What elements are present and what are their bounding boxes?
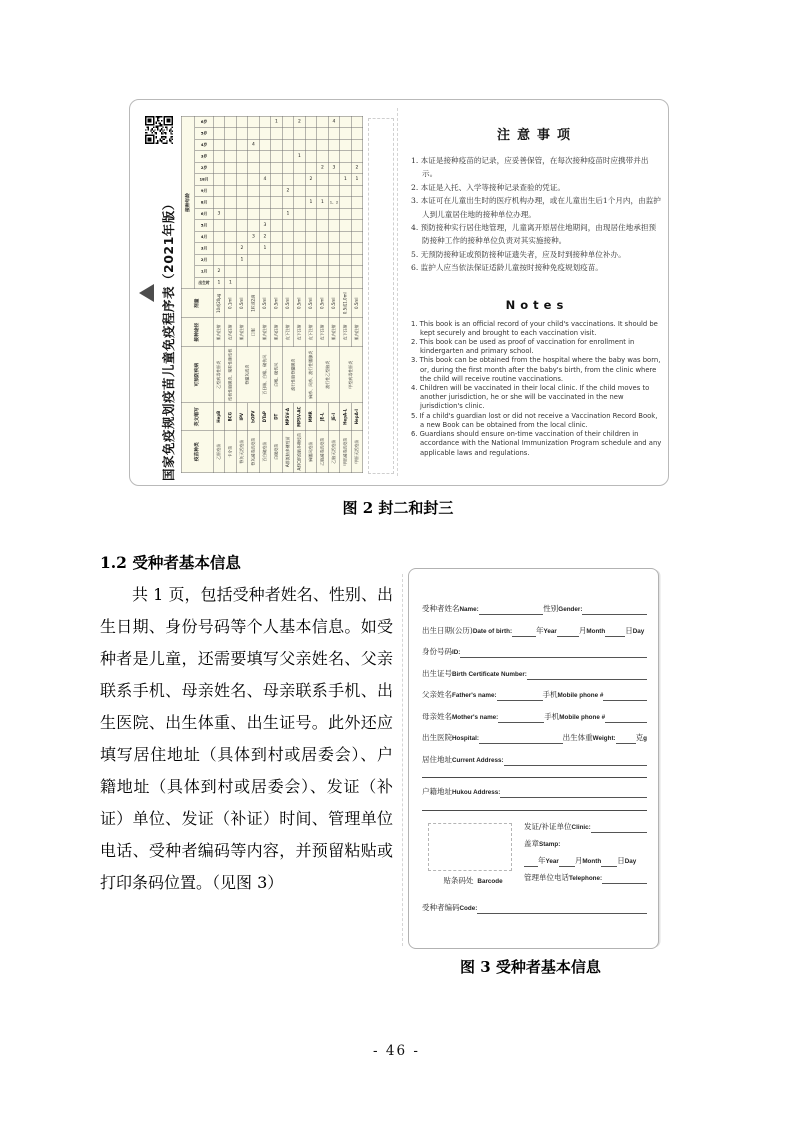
blank-line (477, 904, 647, 914)
form-row (422, 670, 647, 680)
list-item: 2. This book can be used as proof of vaccination for enrollment in kindergarten and primary school. (411, 338, 635, 356)
blank-line (479, 605, 544, 615)
schedule-row: 麻腮风疫苗 MMR 麻疹、风疹、流行性腮腺炎 皮下注射 0.5ml 1 2 (305, 116, 317, 473)
blank-dashed-strip (368, 118, 394, 474)
schedule-row: 甲肝减毒活疫苗 HepA-L 甲型病毒性肝炎 皮下注射 0.5或1.0ml 1 (340, 116, 352, 473)
blank-line (601, 857, 617, 867)
figure3-gutter-line (402, 574, 403, 946)
form-row (422, 734, 647, 744)
blank-line (591, 823, 647, 833)
fold-marker-icon (139, 284, 154, 302)
form-row (524, 874, 647, 884)
form-label: 日Day (625, 625, 645, 635)
notice-list-cn (411, 154, 663, 275)
barcode-area (422, 821, 524, 891)
schedule-row: 脊灰灭活疫苗 IPV 脊髓灰质炎 肌内注射 0.5ml 1 2 (236, 116, 248, 473)
figure2-caption: 图 2 封二和封三 (342, 499, 454, 517)
form-label: 管理单位电话Telephone: (524, 872, 603, 882)
blank-line (605, 627, 625, 637)
form-label: 户籍地址Hukou Address: (422, 787, 501, 796)
form-label: 性别Gender: (543, 604, 583, 613)
schedule-row: 白破疫苗 DT 白喉、破伤风 肌内注射 0.5ml 1 (271, 116, 283, 473)
barcode-clinic-block (422, 821, 647, 891)
form-rule (422, 810, 647, 811)
schedule-row: 脊灰减毒活疫苗 bOPV 口服 1粒或2滴 3 4 (248, 116, 260, 473)
form-row (422, 605, 647, 615)
schedule-row: A群流脑多糖疫苗 MPSV-A 流行性脑脊髓膜炎 皮下注射 0.5ml 1 2 (282, 116, 294, 473)
notice-page (411, 124, 663, 458)
list-item: 6. Guardians should ensure on-time vaccination of their children in accordance with the National Immunization Program schedule and any applicable laws and regulations. (411, 430, 662, 457)
form-label: 手机Mobile phone # (544, 711, 606, 721)
form-label: 母亲姓名Mother's name: (422, 711, 499, 721)
form-label: 盖章Stamp: (524, 838, 561, 848)
form-label: 父亲姓名Father's name: (422, 690, 497, 699)
form-rule (422, 777, 647, 778)
blank-line (605, 713, 647, 723)
blank-line (497, 691, 543, 701)
list-item: 3. This book can be obtained from the hospital where the baby was born, or, during the first month after the baby's birth, from the clinic where the child will receive routine vaccinations. (411, 356, 661, 383)
page-number: - 46 - (373, 1043, 420, 1059)
blank-line (557, 627, 579, 637)
qr-code-icon (145, 116, 173, 144)
list-item: 1. 本证是接种疫苗的记录，应妥善保管，在每次接种疫苗时应携带并出示。 (411, 156, 649, 179)
form-row (422, 756, 647, 766)
form-label: 身份号码ID: (422, 647, 461, 656)
list-item: 4. 预防接种实行居住地管理，儿童离开原居住地期间，由现居住地承担预防接种工作的接种单位负责对其实施接种。 (411, 223, 657, 246)
form-label: 日Day (617, 855, 637, 865)
form-label: 受种者编码Code: (422, 902, 478, 912)
notes-title: Notes (505, 297, 569, 312)
blank-line (616, 734, 636, 744)
form-label: 年Year (538, 855, 559, 865)
list-item: 5. 无预防接种证或预防接种证遗失者，应及时到接种单位补办。 (411, 249, 626, 259)
barcode-caption (422, 875, 524, 886)
form-row (422, 648, 647, 658)
immunization-schedule-table-wrap (181, 117, 357, 473)
barcode-box (428, 823, 512, 871)
figure-3 (408, 568, 659, 949)
blank-line (512, 627, 536, 637)
notice-title: 注意事项 (496, 128, 577, 143)
form-label: 月Month (574, 855, 602, 865)
page-fold-divider (397, 108, 398, 476)
blank-line (504, 756, 647, 766)
form-label: 出生体重Weight: (562, 733, 616, 742)
form-label: 居住地址Current Address: (422, 754, 504, 764)
notes-list-en (411, 320, 663, 458)
blank-line (498, 713, 544, 723)
form-row (422, 627, 647, 637)
form-label: 出生医院Hospital: (422, 733, 479, 742)
body-paragraph: 共 1 页，包括受种者姓名、性别、出生日期、身份号码等个人基本信息。如受种者是儿童，还需要填写父亲姓名、父亲联系手机、母亲姓名、母亲联系手机、出生医院、出生体重、出生证号。此外还应填写居住地址（具体到村或居委会）、户籍地址（具体到村或居委会）、发证（补证）单位、发证（补证）时间、管理单位电话、受种者编码等内容，并预留粘贴或打印条码位置。（见图 3） (100, 585, 393, 892)
blank-line (603, 691, 647, 701)
blank-line (500, 788, 647, 798)
section-heading: 1.2 受种者基本信息 (100, 553, 241, 572)
form-label: 月Month (578, 625, 606, 635)
recipient-form (422, 605, 647, 925)
schedule-table: 疫苗种类 英文缩写 可预防疾病 接种途径 剂量 接种年龄 出生时 1月 2月 3月 4月 5月 6月 8月 9月 18月 2岁 3岁 4岁 5岁 6岁 乙肝疫苗 HepB 乙型病毒性肝炎 肌内注射 10或20μg 1 2 3 卡介苗 BCG 结核性脑膜炎、粟粒性肺结核 皮内注射 0.1ml 1 脊灰灭活疫苗 IPV 脊髓灰质炎 肌内注射 0.5ml 1 2 脊灰减毒活疫苗 bOPV 口服 1粒或2滴 3 4 百白破疫苗 DTaP 百日咳、白喉、破伤风 肌内注射 0.5ml 1 2 3 4 白破疫苗 DT 白喉、破伤风 肌内注射 0.5ml 1 A群流脑多糖疫苗 MPSV-A 流行性脑脊髓膜炎 皮下注射 0.5ml 1 2 A群C群流脑多糖疫苗 MPSV-AC 皮下注射 0.5ml 1 2 麻腮风疫苗 MMR 麻疹、风疹、流行性腮腺炎 皮下注射 0.5ml 1 2 乙脑减毒活疫苗 JE-L 流行性乙型脑炎 皮下注射 0.5ml 1 2 乙脑灭活疫苗 JE-I 肌内注射 0.5ml 1、2 3 4 甲肝减毒活疫苗 HepA-L 甲型病毒性肝炎 皮下注射 0.5或1.0ml 1 甲肝灭活疫苗 HepA-I 肌内注射 0.5ml 1 2 (181, 116, 363, 473)
barcode-caption-en: Barcode (477, 877, 503, 885)
list-item: 5. If a child's guardian lost or did not receive a Vaccination Record Book, a new Book can be obtained from the local clinic. (411, 411, 658, 429)
form-row (422, 904, 647, 914)
schedule-row: 卡介苗 BCG 结核性脑膜炎、粟粒性肺结核 皮内注射 0.1ml 1 (225, 116, 237, 473)
form-label: 克g (635, 733, 647, 742)
blank-line (582, 605, 647, 615)
schedule-row: 乙脑灭活疫苗 JE-I 肌内注射 0.5ml 1、2 3 4 (328, 116, 340, 473)
schedule-row: A群C群流脑多糖疫苗 MPSV-AC 皮下注射 0.5ml 1 2 (294, 116, 306, 473)
schedule-row: 乙脑减毒活疫苗 JE-L 流行性乙型脑炎 皮下注射 0.5ml 1 2 (317, 116, 329, 473)
blank-line (602, 874, 647, 884)
schedule-row: 乙肝疫苗 HepB 乙型病毒性肝炎 肌内注射 10或20μg 1 2 3 (213, 116, 225, 473)
list-item: 3. 本证可在儿童出生时的医疗机构办理，或在儿童出生后1个月内，由监护人到儿童居住地的接种单位办理。 (411, 196, 661, 219)
form-row (422, 713, 647, 723)
barcode-caption-cn: 贴条码处 (443, 875, 474, 885)
schedule-row: 甲肝灭活疫苗 HepA-I 肌内注射 0.5ml 1 2 (351, 116, 363, 473)
schedule-row: 百白破疫苗 DTaP 百日咳、白喉、破伤风 肌内注射 0.5ml 1 2 3 4 (259, 116, 271, 473)
figure-2 (129, 99, 669, 486)
form-rows-top (422, 605, 647, 811)
form-rows-bottom (422, 904, 647, 914)
form-label: 发证/补证单位Clinic: (524, 821, 591, 831)
figure3-caption: 图 3 受种者基本信息 (460, 958, 601, 976)
list-item: 6. 监护人应当依法保证适龄儿童按时接种免疫规划疫苗。 (411, 263, 603, 273)
form-label: 手机Mobile phone # (542, 690, 604, 699)
form-label: 年Year (536, 625, 557, 635)
list-item: 1. This book is an official record of your child's vaccinations. It should be kept securely and brought to each vaccination visit. (411, 319, 658, 337)
list-item: 2. 本证是入托、入学等接种记录查验的凭证。 (411, 182, 565, 192)
form-label: 出生证号Birth Certificate Number: (422, 668, 527, 678)
form-label: 受种者姓名Name: (422, 604, 479, 613)
schedule-vertical-title: 国家免疫规划疫苗儿童免疫程序表（2021年版） (161, 197, 176, 481)
form-row (422, 691, 647, 701)
clinic-rows (524, 821, 647, 891)
blank-line (460, 648, 647, 658)
blank-line (527, 670, 647, 680)
list-item: 4. Children will be vaccinated in their local clinic. If the child moves to another jurisdiction, he or she will be vaccinated in the new jurisdiction's clinic. (411, 384, 650, 411)
blank-line (479, 734, 563, 744)
form-label: 出生日期(公历)Date of birth: (422, 625, 513, 635)
immunization-schedule-table (181, 116, 363, 474)
form-row (422, 788, 647, 798)
